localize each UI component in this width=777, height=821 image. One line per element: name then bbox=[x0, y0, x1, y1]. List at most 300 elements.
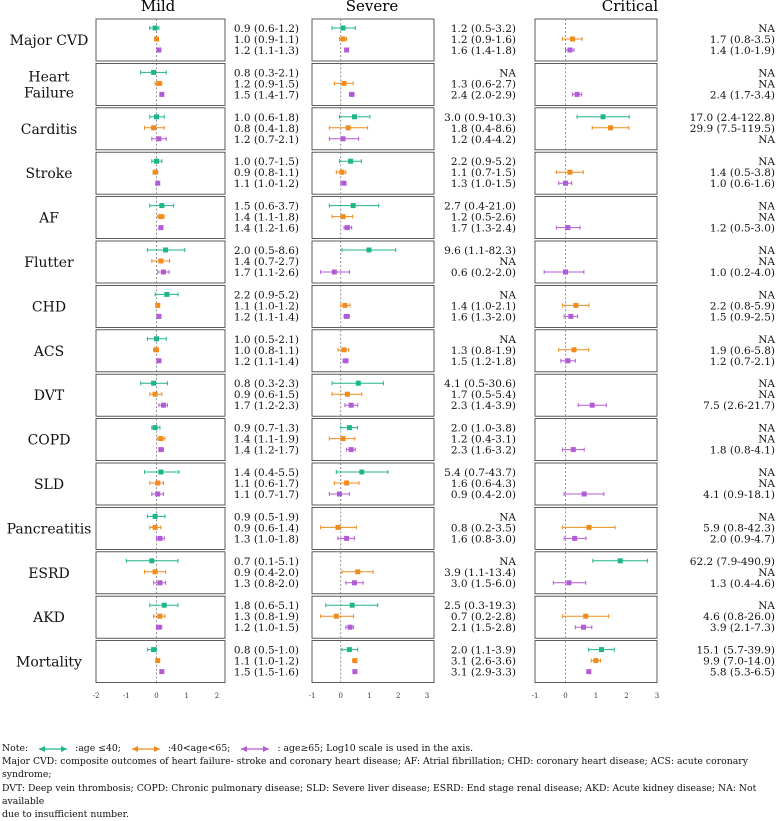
estimate-label: NA bbox=[758, 467, 775, 479]
point-estimate bbox=[158, 259, 163, 264]
estimate-label: 1.1 (0.7-1.5) bbox=[450, 167, 516, 180]
estimate-label: NA bbox=[758, 600, 775, 613]
estimate-label: 1.4 (0.5-3.8) bbox=[709, 167, 775, 180]
estimate-label: 0.8 (0.4-1.8) bbox=[233, 122, 299, 135]
panel-box-mild bbox=[96, 641, 225, 683]
point-estimate bbox=[608, 125, 613, 130]
point-estimate bbox=[344, 314, 349, 319]
estimate-label: 0.9 (0.6-1.4) bbox=[233, 522, 299, 535]
estimate-label: 3.9 (2.1-7.3) bbox=[709, 622, 775, 635]
estimate-label: NA bbox=[758, 333, 775, 346]
point-estimate bbox=[346, 125, 351, 130]
legend-young-marker bbox=[31, 744, 75, 754]
axis-tick-label-critical: -1 bbox=[531, 692, 539, 700]
estimate-label: 7.5 (2.6-21.7) bbox=[703, 400, 775, 413]
estimate-label: 1.7 (0.5-5.4) bbox=[450, 389, 516, 402]
point-estimate bbox=[157, 580, 162, 585]
point-estimate bbox=[567, 170, 572, 175]
legend-middle-label: :40<age<65; bbox=[167, 743, 231, 754]
estimate-label: 0.8 (0.5-1.0) bbox=[233, 644, 299, 657]
panel-box-mild bbox=[96, 330, 225, 372]
estimate-label: 2.2 (0.9-5.2) bbox=[233, 289, 299, 302]
estimate-label: 2.2 (0.9-5.2) bbox=[450, 156, 516, 169]
estimate-label: 4.1 (0.5-30.6) bbox=[444, 378, 516, 391]
point-estimate bbox=[352, 658, 357, 663]
estimate-label: 2.4 (1.7-3.4) bbox=[709, 89, 775, 102]
estimate-label: 0.8 (0.3-2.1) bbox=[233, 67, 299, 80]
estimate-label: 15.1 (5.7-39.9) bbox=[696, 644, 775, 657]
legend-old-marker bbox=[233, 744, 277, 754]
estimate-label: 2.2 (0.8-5.9) bbox=[709, 300, 775, 313]
outcome-label-line: Heart bbox=[28, 69, 70, 86]
estimate-label: NA bbox=[499, 256, 516, 268]
outcome-label-esrd bbox=[28, 566, 70, 582]
point-estimate bbox=[158, 447, 163, 452]
point-estimate bbox=[341, 37, 346, 42]
estimate-label: 1.3 (0.8-1.9) bbox=[450, 344, 516, 357]
panel-box-severe bbox=[312, 63, 434, 105]
header-mild: Mild bbox=[140, 0, 176, 15]
outcome-label-line: Flutter bbox=[24, 255, 74, 271]
estimate-label: 1.8 (0.8-4.1) bbox=[709, 444, 775, 457]
point-estimate bbox=[159, 92, 164, 97]
estimate-label: 5.8 (5.3-6.5) bbox=[709, 666, 775, 679]
panel-box-severe bbox=[312, 596, 434, 638]
estimate-label: 1.2 (1.0-1.5) bbox=[233, 622, 299, 635]
outcome-label-heart-failure bbox=[24, 69, 74, 101]
note-line-2: Major CVD: composite outcomes of heart failure- stroke and coronary heart disease; AF: Atrial fibrillation; CHD: coronary heart disease; ACS: acute coronary syndrome; bbox=[2, 756, 748, 781]
point-estimate bbox=[356, 381, 361, 386]
estimate-label: NA bbox=[758, 245, 775, 257]
point-estimate bbox=[151, 70, 156, 75]
outcome-label-line: Stroke bbox=[25, 166, 73, 183]
estimate-label: 1.4 (1.0-2.1) bbox=[450, 300, 516, 313]
point-estimate bbox=[158, 225, 163, 230]
point-estimate bbox=[565, 358, 570, 363]
point-estimate bbox=[586, 669, 591, 674]
outcome-label-line: Failure bbox=[23, 85, 75, 102]
estimate-label: 1.0 (0.9-1.1) bbox=[233, 34, 299, 46]
panel-box-critical bbox=[535, 507, 657, 549]
point-estimate bbox=[151, 381, 156, 386]
panel-box-severe bbox=[312, 19, 434, 61]
estimate-label: 1.3 (1.0-1.5) bbox=[450, 178, 516, 191]
panel-box-severe bbox=[312, 641, 434, 683]
estimate-label: 1.3 (0.4-4.6) bbox=[709, 577, 775, 590]
point-estimate bbox=[566, 580, 571, 585]
point-estimate bbox=[563, 270, 568, 275]
estimate-label: 1.1 (0.6-1.7) bbox=[233, 478, 299, 490]
point-estimate bbox=[618, 558, 623, 563]
estimate-label: 2.4 (2.0-2.9) bbox=[450, 89, 516, 102]
header-severe: Severe bbox=[345, 0, 399, 15]
point-estimate bbox=[593, 658, 598, 663]
point-estimate bbox=[344, 536, 349, 541]
estimate-label: NA bbox=[758, 67, 775, 80]
estimate-label: 1.9 (0.6-5.8) bbox=[709, 344, 775, 357]
point-estimate bbox=[601, 114, 606, 119]
estimate-label: 1.2 (0.7-2.1) bbox=[233, 133, 299, 146]
estimate-label: 3.9 (1.1-13.4) bbox=[444, 566, 516, 579]
forest-panels bbox=[7, 19, 776, 700]
estimate-label: 62.2 (7.9-490.9) bbox=[689, 555, 775, 568]
estimate-label: 2.1 (1.5-2.8) bbox=[450, 622, 516, 635]
estimate-label: 1.3 (1.0-1.8) bbox=[233, 533, 299, 546]
axis-tick-label-critical: 2 bbox=[624, 692, 629, 700]
outcome-label-acs bbox=[33, 344, 64, 360]
estimate-label: 4.1 (0.9-18.1) bbox=[703, 489, 775, 501]
point-estimate bbox=[342, 81, 347, 86]
panel-box-severe bbox=[312, 507, 434, 549]
estimate-label: 0.8 (0.3-2.3) bbox=[233, 378, 299, 391]
panel-box-critical bbox=[535, 596, 657, 638]
panel-box-critical bbox=[535, 419, 657, 461]
axis-tick-label-mild: 0 bbox=[154, 692, 159, 700]
point-estimate bbox=[157, 614, 162, 619]
estimate-label: 2.0 (0.5-8.6) bbox=[233, 245, 299, 257]
point-estimate bbox=[332, 270, 337, 275]
estimate-label: 1.4 (0.7-2.7) bbox=[233, 256, 299, 268]
point-estimate bbox=[344, 481, 349, 486]
point-estimate bbox=[154, 159, 159, 164]
outcome-label-line: DVT bbox=[33, 388, 65, 405]
estimate-label: 1.2 (0.7-2.1) bbox=[709, 355, 775, 368]
estimate-label: NA bbox=[499, 555, 516, 568]
point-estimate bbox=[156, 48, 161, 53]
point-estimate bbox=[571, 447, 576, 452]
point-estimate bbox=[153, 569, 158, 574]
estimate-label: 0.9 (0.7-1.3) bbox=[233, 422, 299, 435]
estimate-label: 1.7 (1.1-2.6) bbox=[233, 267, 299, 279]
outcome-label-line: ESRD bbox=[28, 565, 70, 582]
estimate-label: 0.7 (0.1-5.1) bbox=[233, 555, 299, 568]
estimate-label: 9.9 (7.0-14.0) bbox=[703, 655, 775, 668]
estimate-label: 1.6 (0.6-4.3) bbox=[450, 478, 516, 490]
point-estimate bbox=[573, 303, 578, 308]
point-estimate bbox=[347, 425, 352, 430]
estimate-label: 1.4 (1.2-1.7) bbox=[233, 444, 299, 457]
estimate-label: 1.3 (0.8-2.0) bbox=[233, 577, 299, 590]
point-estimate bbox=[345, 392, 350, 397]
panel-box-critical bbox=[535, 463, 657, 505]
point-estimate bbox=[349, 403, 354, 408]
point-estimate bbox=[158, 436, 163, 441]
note-prefix: Note: bbox=[2, 743, 29, 754]
panel-box-mild bbox=[96, 152, 225, 194]
estimate-label: 5.4 (0.7-43.7) bbox=[444, 467, 516, 479]
point-estimate bbox=[155, 658, 160, 663]
panel-box-critical bbox=[535, 19, 657, 61]
point-estimate bbox=[157, 536, 162, 541]
estimate-label: NA bbox=[758, 23, 775, 35]
estimate-label: 1.2 (0.5-3.0) bbox=[709, 222, 775, 235]
estimate-label: NA bbox=[499, 333, 516, 346]
outcome-label-line: Major CVD bbox=[9, 33, 89, 49]
estimate-label: NA bbox=[758, 566, 775, 579]
estimate-label: 1.2 (0.4-4.2) bbox=[450, 133, 516, 146]
panel-box-critical bbox=[535, 63, 657, 105]
point-estimate bbox=[154, 347, 159, 352]
panel-box-mild bbox=[96, 19, 225, 61]
panel-box-severe bbox=[312, 197, 434, 239]
estimate-label: 2.5 (0.3-19.3) bbox=[444, 600, 516, 613]
estimate-label: 3.1 (2.9-3.3) bbox=[450, 666, 516, 679]
estimate-label: 17.0 (2.4-122.8) bbox=[689, 111, 775, 124]
estimate-label: 1.4 (1.1-1.8) bbox=[233, 211, 299, 224]
point-estimate bbox=[352, 669, 357, 674]
point-estimate bbox=[572, 536, 577, 541]
outcome-label-line: Mortality bbox=[16, 654, 82, 671]
panel-box-critical bbox=[535, 374, 657, 416]
estimate-label: NA bbox=[758, 156, 775, 169]
outcome-label-flutter bbox=[24, 255, 74, 271]
estimate-label: NA bbox=[758, 422, 775, 435]
point-estimate bbox=[342, 181, 347, 186]
estimate-label: NA bbox=[758, 389, 775, 402]
axis-tick-label-severe: -1 bbox=[308, 692, 316, 700]
estimate-label: 1.0 (0.8-1.1) bbox=[233, 344, 299, 357]
point-estimate bbox=[155, 481, 160, 486]
point-estimate bbox=[341, 436, 346, 441]
outcome-label-mortality bbox=[16, 655, 82, 671]
estimate-label: 1.0 (0.5-2.1) bbox=[233, 333, 299, 346]
point-estimate bbox=[342, 303, 347, 308]
point-estimate bbox=[153, 26, 158, 31]
estimate-label: 1.0 (0.7-1.5) bbox=[233, 156, 299, 169]
point-estimate bbox=[583, 614, 588, 619]
panel-box-severe bbox=[312, 241, 434, 283]
estimate-label: NA bbox=[758, 78, 775, 91]
outcome-label-line: AKD bbox=[33, 610, 65, 627]
point-estimate bbox=[156, 358, 161, 363]
estimate-label: 1.2 (1.1-1.4) bbox=[233, 311, 299, 324]
estimate-label: 1.6 (1.3-2.0) bbox=[450, 311, 516, 324]
panel-box-severe bbox=[312, 419, 434, 461]
estimate-label: 4.6 (0.8-26.0) bbox=[703, 611, 775, 624]
outcome-label-carditis bbox=[21, 122, 77, 138]
point-estimate bbox=[352, 580, 357, 585]
point-estimate bbox=[162, 603, 167, 608]
estimate-label: 2.0 (1.1-3.9) bbox=[450, 644, 516, 657]
point-estimate bbox=[575, 92, 580, 97]
estimate-label: 0.9 (0.6-1.5) bbox=[233, 389, 299, 402]
estimate-label: 0.9 (0.6-1.2) bbox=[233, 23, 299, 35]
estimate-label: 2.3 (1.4-3.9) bbox=[450, 400, 516, 413]
estimate-label: NA bbox=[499, 511, 516, 524]
point-estimate bbox=[161, 403, 166, 408]
point-estimate bbox=[154, 37, 159, 42]
estimate-label: 1.5 (0.9-2.5) bbox=[709, 311, 775, 324]
point-estimate bbox=[151, 125, 156, 130]
point-estimate bbox=[163, 248, 168, 253]
point-estimate bbox=[348, 625, 353, 630]
axis-tick-label-severe: 3 bbox=[424, 692, 430, 700]
panel-box-critical bbox=[535, 152, 657, 194]
estimate-label: 0.9 (0.5-1.9) bbox=[233, 511, 299, 524]
outcome-label-line: SLD bbox=[33, 477, 65, 493]
estimate-label: NA bbox=[758, 378, 775, 391]
point-estimate bbox=[159, 203, 164, 208]
point-estimate bbox=[151, 647, 156, 652]
estimate-label: 1.7 (1.2-2.3) bbox=[233, 400, 299, 413]
outcome-label-line: COPD bbox=[27, 432, 71, 449]
estimate-label: 1.4 (0.4-5.5) bbox=[233, 467, 299, 479]
axis-tick-label-severe: 2 bbox=[396, 692, 401, 700]
point-estimate bbox=[347, 647, 352, 652]
estimate-label: 1.2 (0.5-3.2) bbox=[450, 23, 516, 35]
point-estimate bbox=[161, 270, 166, 275]
panel-box-critical bbox=[535, 108, 657, 150]
estimate-label: 2.7 (0.4-21.0) bbox=[444, 200, 516, 213]
point-estimate bbox=[343, 358, 348, 363]
estimate-label: 1.7 (1.3-2.4) bbox=[450, 222, 516, 235]
estimate-label: NA bbox=[758, 478, 775, 490]
legend-young-label: :age ≤40; bbox=[75, 743, 121, 754]
point-estimate bbox=[341, 26, 346, 31]
point-estimate bbox=[155, 181, 160, 186]
outcome-label-line: CHD bbox=[31, 299, 67, 316]
outcome-label-akd bbox=[32, 610, 65, 626]
estimate-label: 5.9 (0.8-42.3) bbox=[703, 522, 775, 535]
estimate-label: NA bbox=[758, 289, 775, 302]
point-estimate bbox=[359, 470, 364, 475]
axis-tick-label-mild: -1 bbox=[122, 692, 130, 700]
outcome-label-af bbox=[38, 211, 59, 227]
outcome-label-chd bbox=[32, 299, 66, 315]
estimate-label: 1.0 (0.6-1.8) bbox=[233, 111, 299, 124]
estimate-label: 1.1 (1.0-1.2) bbox=[233, 655, 299, 668]
estimate-label: 3.0 (0.9-10.3) bbox=[444, 111, 516, 124]
estimate-label: NA bbox=[758, 133, 775, 146]
point-estimate bbox=[563, 181, 568, 186]
point-estimate bbox=[349, 92, 354, 97]
estimate-label: 1.0 (0.2-4.0) bbox=[709, 267, 775, 279]
point-estimate bbox=[158, 214, 163, 219]
estimate-label: 0.9 (0.8-1.1) bbox=[233, 167, 299, 180]
point-estimate bbox=[153, 525, 158, 530]
estimate-label: 1.5 (1.2-1.8) bbox=[450, 355, 516, 368]
point-estimate bbox=[567, 48, 572, 53]
point-estimate bbox=[581, 625, 586, 630]
point-estimate bbox=[159, 669, 164, 674]
point-estimate bbox=[342, 347, 347, 352]
estimate-label: 0.7 (0.2-2.8) bbox=[450, 611, 516, 624]
note-line-3: DVT: Deep vein thrombosis; COPD: Chronic pulmonary disease; SLD: Severe liver disease; ESRD: End stage renal disease; AKD: Acute kidney disease; NA: Not available bbox=[2, 782, 757, 807]
estimate-label: 1.3 (0.6-2.7) bbox=[450, 78, 516, 91]
estimate-label: NA bbox=[499, 289, 516, 302]
point-estimate bbox=[155, 492, 160, 497]
estimate-label: 1.6 (0.8-3.0) bbox=[450, 533, 516, 546]
panel-box-severe bbox=[312, 152, 434, 194]
point-estimate bbox=[351, 203, 356, 208]
point-estimate bbox=[341, 214, 346, 219]
point-estimate bbox=[339, 170, 344, 175]
estimate-label: NA bbox=[758, 433, 775, 446]
figure-note bbox=[2, 742, 774, 821]
point-estimate bbox=[366, 248, 371, 253]
legend-middle-marker bbox=[124, 744, 168, 754]
point-estimate bbox=[590, 403, 595, 408]
point-estimate bbox=[568, 314, 573, 319]
estimate-label: 1.4 (1.0-1.9) bbox=[709, 45, 775, 57]
point-estimate bbox=[587, 525, 592, 530]
estimate-label: 2.0 (0.9-4.7) bbox=[709, 533, 775, 546]
panel-box-critical bbox=[535, 241, 657, 283]
estimate-label: NA bbox=[758, 200, 775, 213]
panel-box-mild bbox=[96, 463, 225, 505]
point-estimate bbox=[341, 136, 346, 141]
point-estimate bbox=[156, 314, 161, 319]
estimate-label: 2.3 (1.6-3.2) bbox=[450, 444, 516, 457]
point-estimate bbox=[149, 558, 154, 563]
estimate-label: 2.0 (1.0-3.8) bbox=[450, 422, 516, 435]
point-estimate bbox=[582, 492, 587, 497]
point-estimate bbox=[153, 170, 158, 175]
outcome-label-pancreatitis bbox=[7, 521, 92, 537]
estimate-label: 1.6 (1.4-1.8) bbox=[450, 45, 516, 57]
point-estimate bbox=[154, 114, 159, 119]
estimate-label: 1.7 (0.8-3.5) bbox=[709, 34, 775, 46]
estimate-label: NA bbox=[758, 511, 775, 524]
estimate-label: NA bbox=[499, 67, 516, 80]
estimate-label: 1.3 (0.8-1.9) bbox=[233, 611, 299, 624]
panel-box-mild bbox=[96, 374, 225, 416]
outcome-label-copd bbox=[28, 433, 71, 449]
legend-old-label: : age≥65; Log10 scale is used in the axis. bbox=[277, 743, 474, 754]
panel-box-severe bbox=[312, 374, 434, 416]
outcome-label-dvt bbox=[34, 388, 65, 404]
panel-box-severe bbox=[312, 463, 434, 505]
panel-box-critical bbox=[535, 552, 657, 594]
point-estimate bbox=[355, 569, 360, 574]
estimate-label: 1.8 (0.6-5.1) bbox=[233, 600, 299, 613]
estimate-label: NA bbox=[758, 256, 775, 268]
point-estimate bbox=[156, 81, 161, 86]
outcome-label-major-cvd bbox=[10, 33, 89, 49]
estimate-label: 1.1 (1.0-1.2) bbox=[233, 178, 299, 191]
estimate-label: 1.2 (0.9-1.5) bbox=[233, 78, 299, 91]
point-estimate bbox=[153, 425, 158, 430]
estimate-label: 1.2 (0.4-3.1) bbox=[450, 433, 516, 446]
note-line-4: due to insufficient number. bbox=[2, 809, 129, 821]
axis-tick-label-critical: 0 bbox=[563, 692, 568, 700]
estimate-label: 1.2 (1.1-1.3) bbox=[233, 45, 299, 57]
panel-box-critical bbox=[535, 330, 657, 372]
outcome-label-sld bbox=[34, 477, 64, 493]
estimate-label: 1.5 (0.6-3.7) bbox=[233, 200, 299, 213]
axis-tick-label-mild: 1 bbox=[184, 692, 189, 700]
panel-box-severe bbox=[312, 108, 434, 150]
point-estimate bbox=[154, 336, 159, 341]
estimate-label: 1.1 (0.7-1.7) bbox=[233, 489, 299, 501]
point-estimate bbox=[352, 114, 357, 119]
estimate-label: 9.6 (1.1-82.3) bbox=[444, 245, 516, 257]
header-critical: Critical bbox=[601, 0, 659, 15]
estimate-label: 1.0 (0.6-1.6) bbox=[709, 178, 775, 191]
outcome-label-line: Carditis bbox=[20, 121, 78, 138]
axis-tick-label-severe: 0 bbox=[338, 692, 343, 700]
point-estimate bbox=[155, 303, 160, 308]
point-estimate bbox=[344, 48, 349, 53]
point-estimate bbox=[349, 447, 354, 452]
panel-box-mild bbox=[96, 552, 225, 594]
outcome-label-line: AF bbox=[39, 210, 59, 227]
point-estimate bbox=[153, 514, 158, 519]
estimate-label: 0.9 (0.4-2.0) bbox=[450, 489, 516, 501]
axis-tick-label-critical: 1 bbox=[593, 692, 599, 700]
estimate-label: 3.1 (2.6-3.6) bbox=[450, 655, 516, 668]
outcome-label-stroke bbox=[25, 166, 72, 182]
